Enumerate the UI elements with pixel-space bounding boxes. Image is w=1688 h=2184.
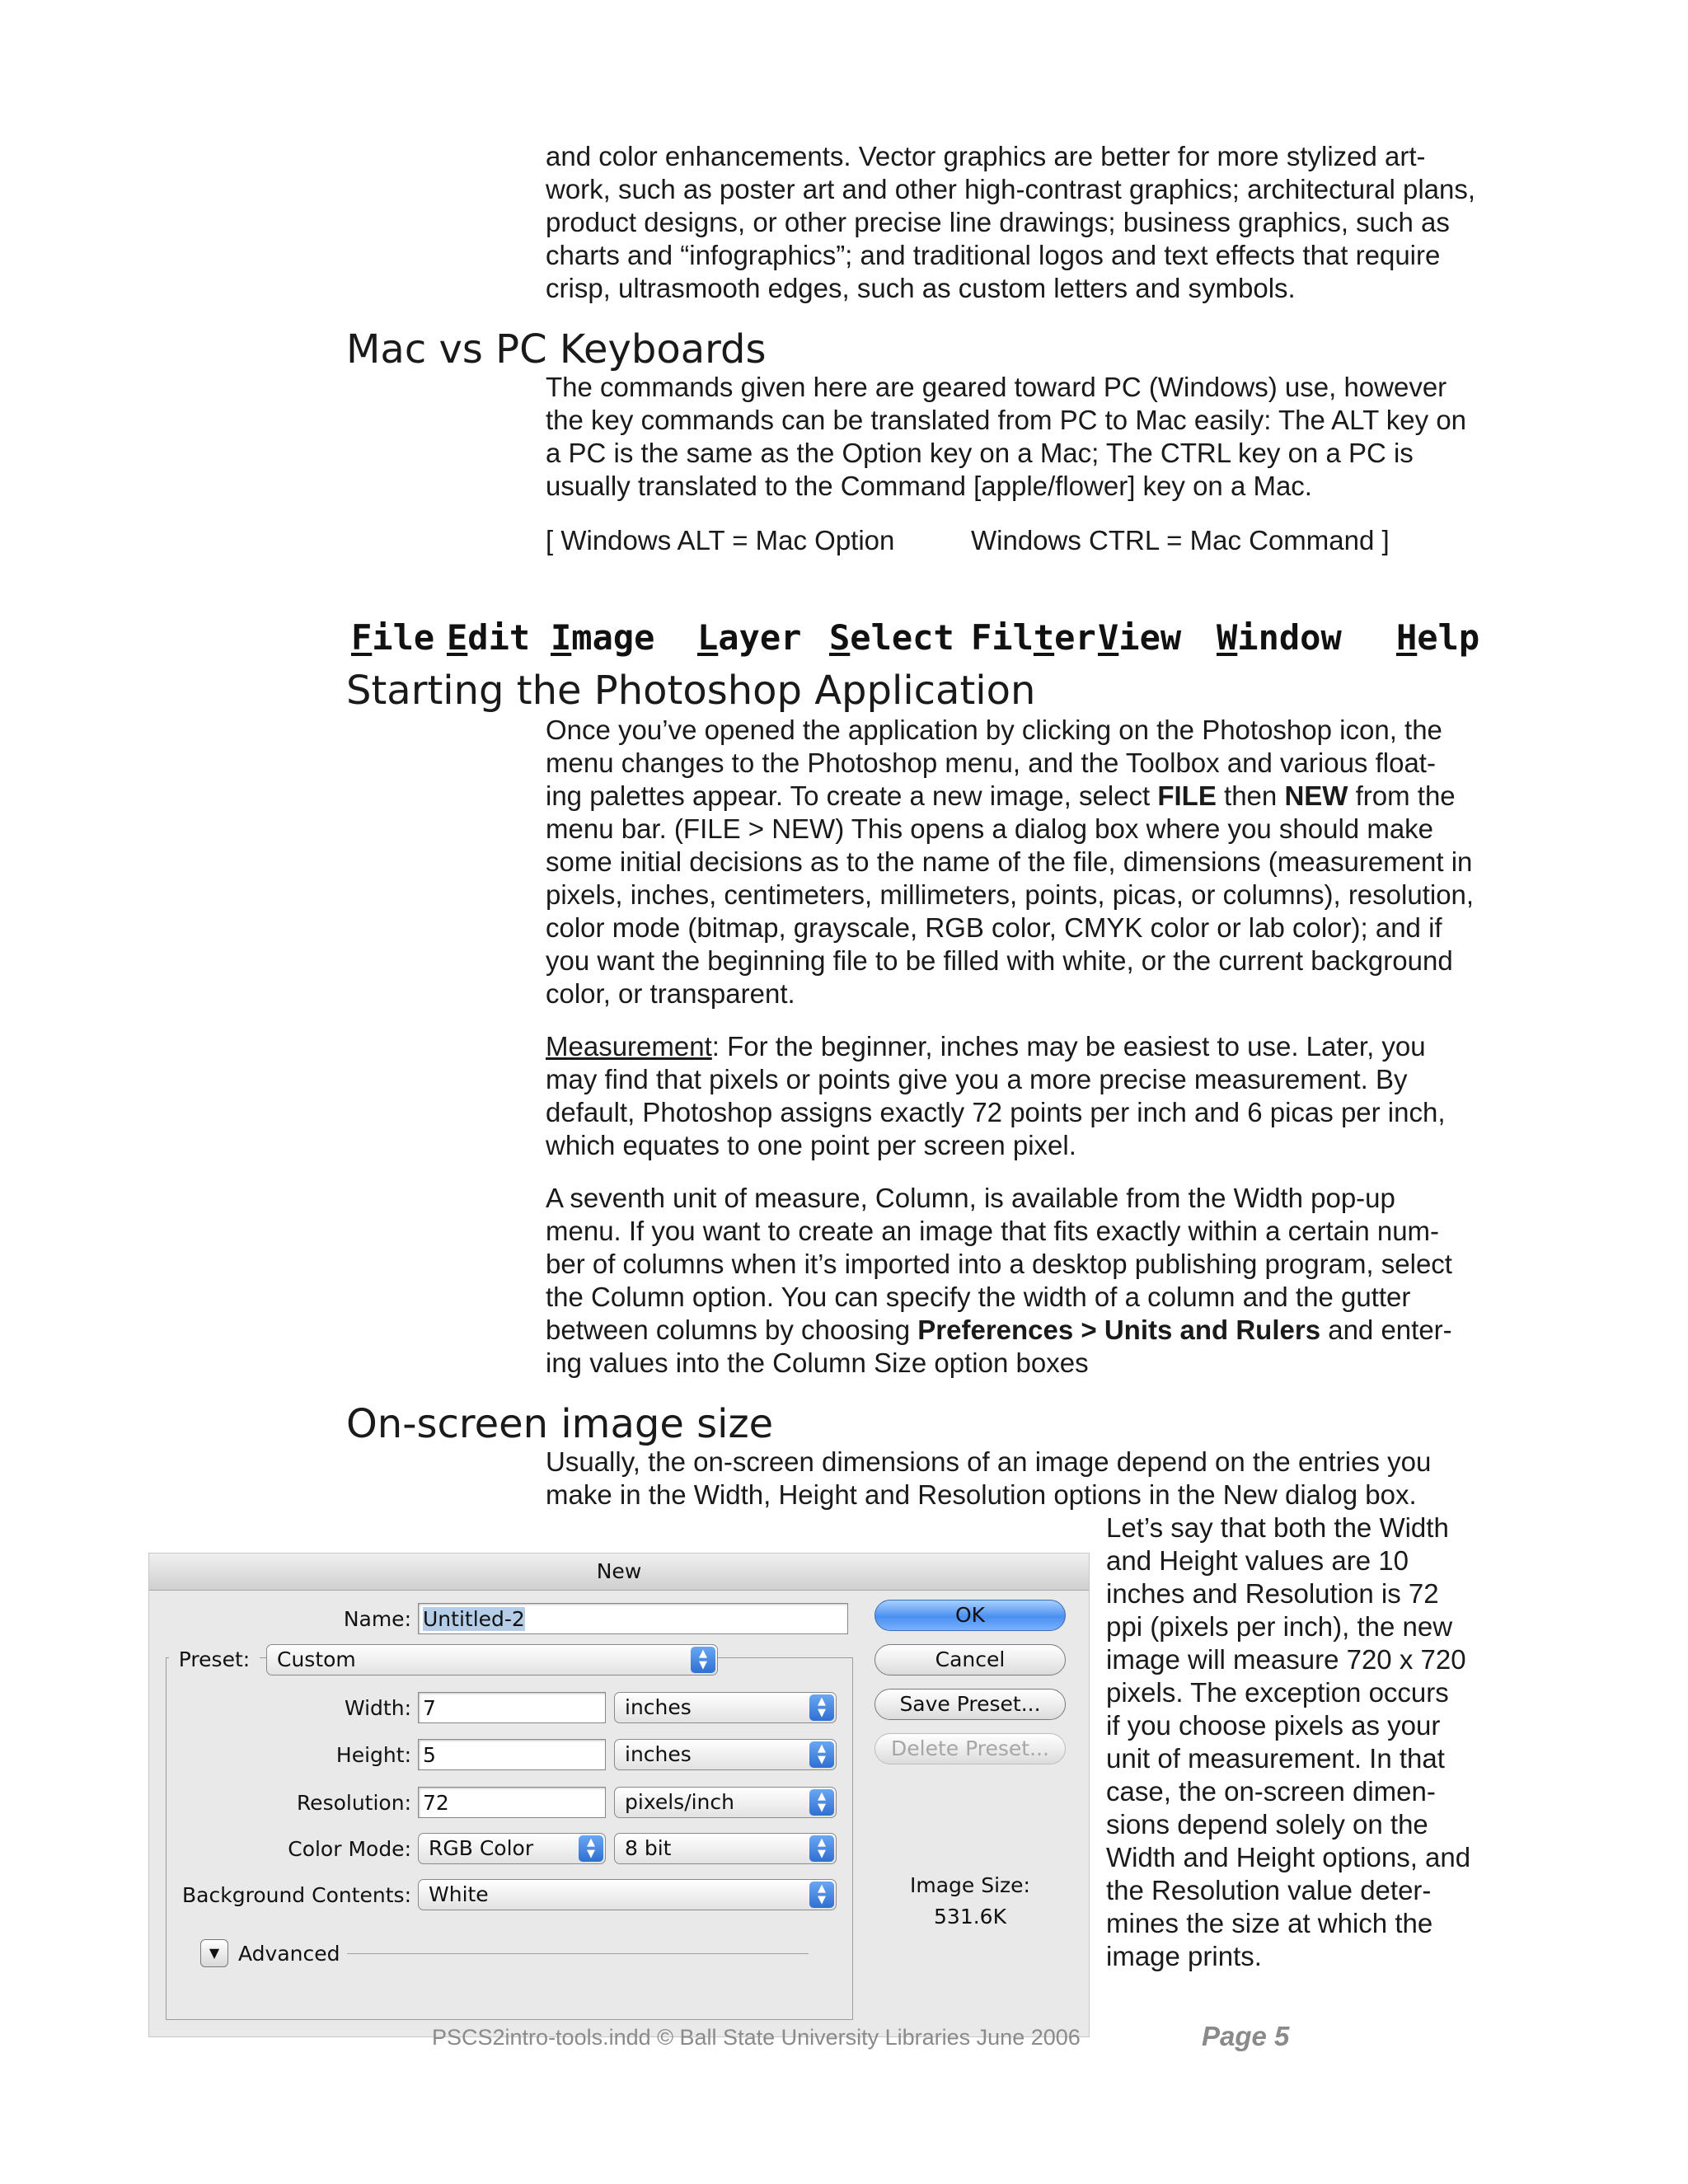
chevron-updown-icon: ▲ ▼ <box>579 1835 603 1862</box>
keyboard-mapping-alt: [ Windows ALT = Mac Option <box>546 525 895 555</box>
advanced-disclosure-button[interactable] <box>200 1939 228 1967</box>
menu-view: View <box>1098 617 1182 658</box>
background-contents-select[interactable]: White ▲ ▼ <box>418 1879 837 1910</box>
chevron-updown-icon: ▲ ▼ <box>809 1694 834 1721</box>
page-number: Page 5 <box>1202 2021 1290 2051</box>
advanced-label: Advanced <box>238 1942 340 1966</box>
intro-paragraph: and color enhancements. Vector graphics are better for more stylized art- work, such as poster art and other high-contrast graphics; architectural plans, product designs, or other precise line drawings; business graphics, such as charts and “infographics”; and traditional logos and text effects that require crisp, ultrasmooth edges, such as custom letters and symbols. <box>546 141 1476 303</box>
color-mode-select[interactable]: RGB Color ▲ ▼ <box>418 1833 606 1864</box>
bit-depth-select[interactable]: 8 bit ▲ ▼ <box>614 1833 837 1864</box>
delete-preset-button[interactable]: Delete Preset... <box>874 1733 1066 1765</box>
ok-button[interactable]: OK <box>874 1600 1066 1631</box>
heading-starting: Starting the Photoshop Application <box>346 668 1036 714</box>
advanced-divider <box>347 1953 809 1954</box>
width-unit-select[interactable]: inches ▲ ▼ <box>614 1692 837 1723</box>
height-unit-select[interactable]: inches ▲ ▼ <box>614 1739 837 1770</box>
column-paragraph: A seventh unit of measure, Column, is available from the Width pop-up menu. If you want to create an image that fits exactly within a certain num- ber of columns when it’s imported into a desktop publishing program, select the Column option. You can specify the width of a column and the gutter between columns by choosing Preferences > Units and Rulers and enter- ing values into the Column Size option boxes <box>546 1183 1452 1378</box>
menu-edit: Edit <box>447 617 531 658</box>
width-label: Width: <box>344 1696 411 1720</box>
resolution-unit-select[interactable]: pixels/inch ▲ ▼ <box>614 1787 837 1818</box>
resolution-label: Resolution: <box>296 1791 411 1815</box>
onscreen-paragraph: Usually, the on-screen dimensions of an image depend on the entries you make in the Width, Height and Resolution options in the New dialog box. <box>546 1446 1432 1510</box>
cancel-button[interactable]: Cancel <box>874 1644 1066 1675</box>
save-preset-button[interactable]: Save Preset... <box>874 1689 1066 1720</box>
menu-select: Select <box>829 617 954 658</box>
chevron-updown-icon: ▲ ▼ <box>809 1741 834 1768</box>
menu-layer: Layer <box>697 617 802 658</box>
preset-label: Preset: <box>169 1647 260 1671</box>
image-size-value: 531.6K <box>934 1905 1006 1929</box>
resolution-input[interactable]: 72 <box>418 1787 606 1818</box>
keyboards-paragraph: The commands given here are geared toward PC (Windows) use, however the key commands can be translated from PC to Mac easily: The ALT key on a PC is the same as the Option key on a Mac; The CTRL key on a PC is usually translated to the Command [apple/flower] key on a Mac. <box>546 372 1467 501</box>
new-document-dialog <box>148 1553 1090 2037</box>
image-size-label: Image Size: <box>910 1873 1030 1897</box>
background-contents-label: Background Contents: <box>182 1883 411 1907</box>
chevron-updown-icon: ▲ ▼ <box>809 1835 834 1862</box>
starting-paragraph-1: Once you’ve opened the application by clicking on the Photoshop icon, the menu changes to the Photoshop menu, and the Toolbox and various float- ing palettes appear. To create a new image, select FILE then NEW from the menu bar. (FILE > NEW) This opens a dialog box where you should make some initial decisions as to the name of the file, dimensions (measurement in pixels, inches, centimeters, millimeters, points, picas, or columns), resolution, color mode (bitmap, grayscale, RGB color, CMYK color or lab color); and if you want the beginning file to be filled with white, or the current background color, or transparent. <box>546 715 1475 1009</box>
onscreen-side-text: Let’s say that both the Width and Height values are 10 inches and Resolution is 72 ppi (pixels per inch), the new image will measure 720 x 720 pixels. The exception occurs if you choose pixels as your unit of measurement. In that case, the on-screen dimen- sions depend solely on the Width and Height options, and the Resolution value deter- mines the size at which the image prints. <box>1106 1512 1471 1971</box>
menu-filter: Filter <box>971 617 1096 658</box>
name-label: Name: <box>343 1607 411 1631</box>
menu-window: Window <box>1217 617 1342 658</box>
chevron-updown-icon: ▲ ▼ <box>809 1882 834 1908</box>
heading-onscreen: On-screen image size <box>346 1401 774 1447</box>
measurement-paragraph: Measurement: For the beginner, inches may be easiest to use. Later, you may find that pixels or points give you a more precise measurement. By default, Photoshop assigns exactly 72 points per inch and 6 picas per inch, which equates to one point per screen pixel. <box>546 1031 1446 1160</box>
dialog-title: New <box>149 1554 1089 1591</box>
chevron-updown-icon: ▲ ▼ <box>691 1647 715 1673</box>
height-input[interactable]: 5 <box>418 1739 606 1770</box>
preset-select[interactable]: Custom ▲ ▼ <box>266 1644 718 1675</box>
color-mode-label: Color Mode: <box>288 1837 411 1861</box>
menu-file: File <box>351 617 435 658</box>
footer-text: PSCS2intro-tools.indd © Ball State University Libraries June 2006 <box>432 2025 1081 2050</box>
keyboard-mapping-ctrl: Windows CTRL = Mac Command ] <box>971 525 1390 555</box>
height-label: Height: <box>335 1743 411 1767</box>
width-input[interactable]: 7 <box>418 1692 606 1723</box>
heading-keyboards: Mac vs PC Keyboards <box>346 326 767 373</box>
menu-image: Image <box>551 617 655 658</box>
chevron-updown-icon: ▲ ▼ <box>809 1789 834 1816</box>
menu-help: Help <box>1396 617 1480 658</box>
name-input[interactable]: Untitled-2 <box>418 1603 848 1634</box>
triangle-down-icon: ▼ <box>209 1945 220 1961</box>
